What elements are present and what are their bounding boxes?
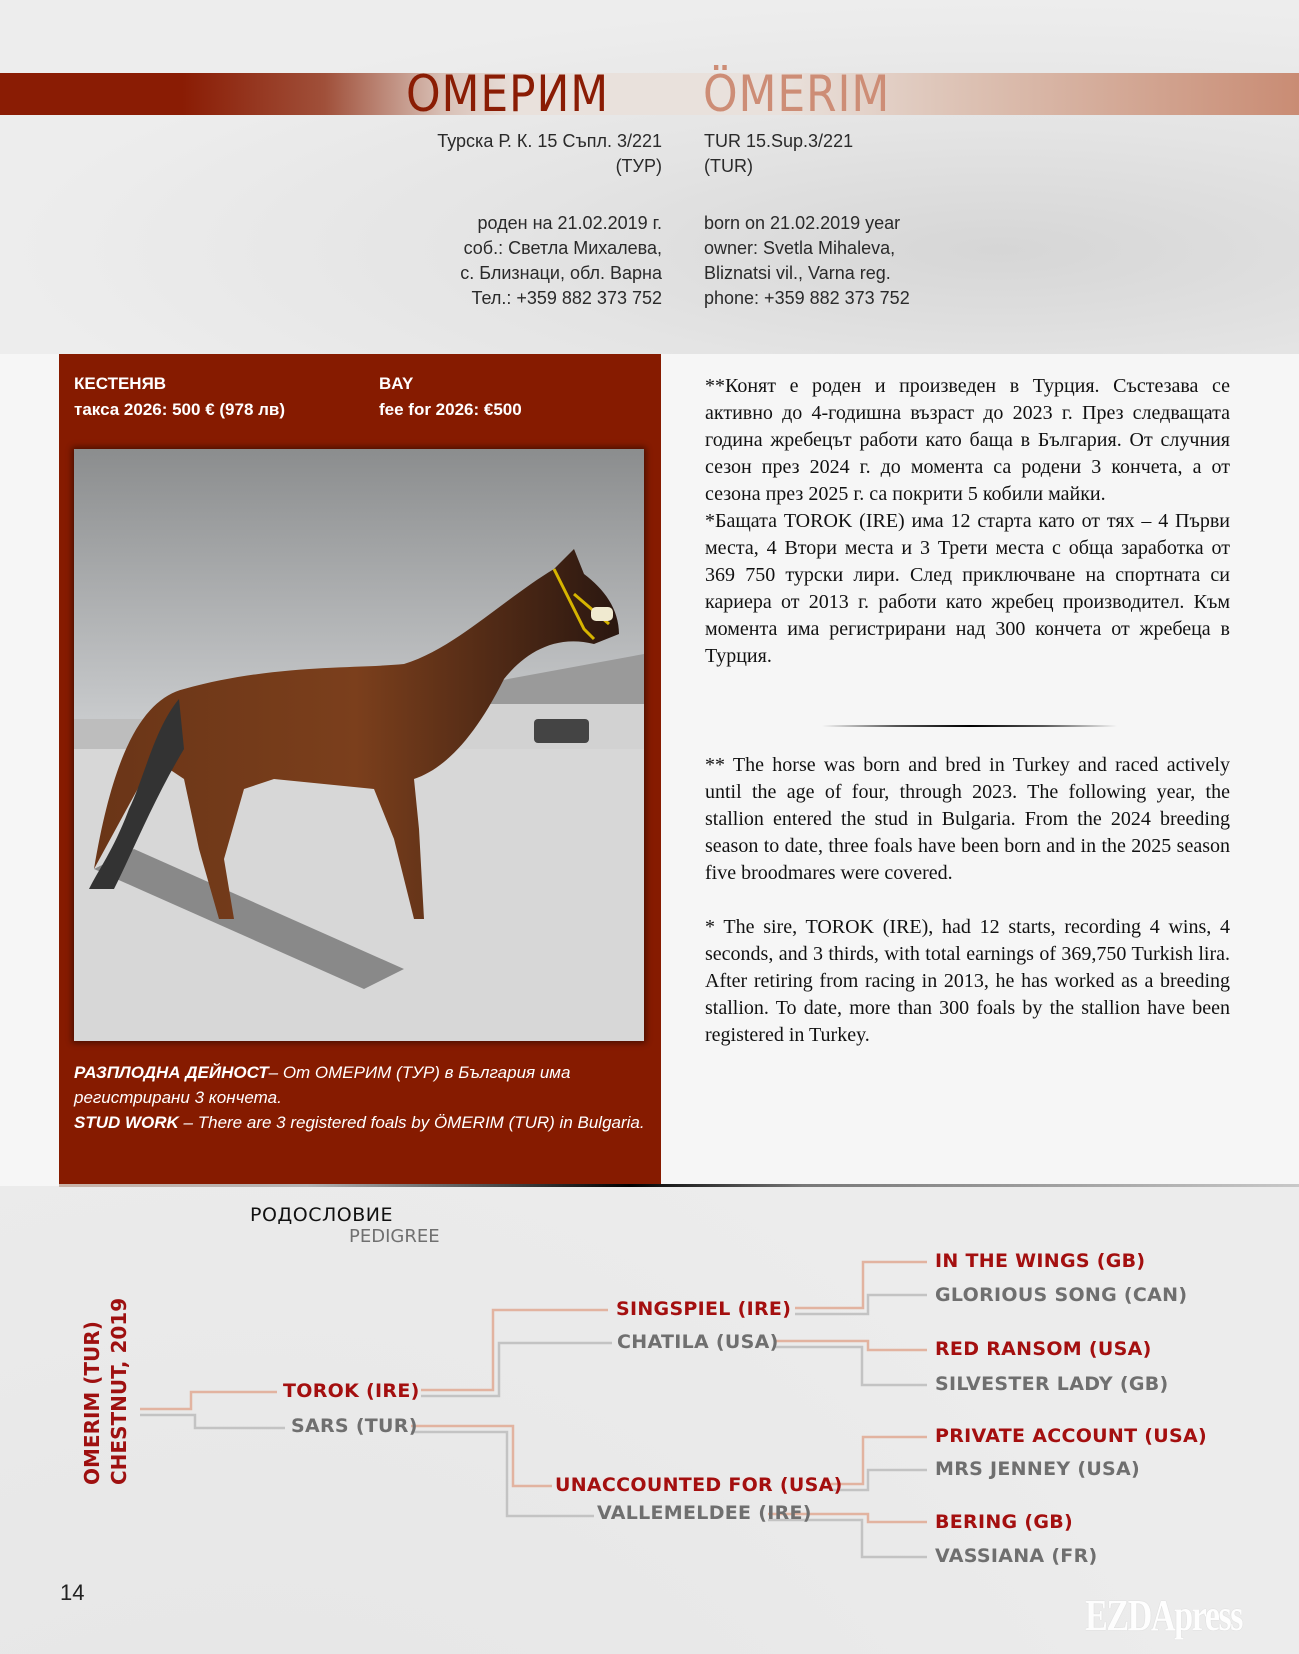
connector-ds-dam xyxy=(830,1470,927,1490)
pedigree-subject xyxy=(80,1297,180,1485)
reg-number-bg: Турска Р. К. 15 Съпл. 3/221 xyxy=(437,131,662,151)
horse-name-en: ÖMERIM xyxy=(703,65,891,123)
pedigree-ss-sire: IN THE WINGS (GB) xyxy=(935,1250,1146,1272)
page-number: 14 xyxy=(60,1580,85,1605)
connector-dam-sire xyxy=(411,1426,552,1486)
description-bg-paragraph-1: **Конят е роден и произведен в Турция. Състезава се активно до 4-годишна възраст до 2023 г. През следващата година жребецът работи като баща в България. От случния сезон през 2024 г. до момента са родени 3 кончета, а от сезона през 2025 г. са покрити 5 кобили майки. xyxy=(705,375,1230,505)
stud-label-bg: РАЗПЛОДНА ДЕЙНОСТ xyxy=(74,1063,269,1082)
pedigree-sd-sire: RED RANSOM (USA) xyxy=(935,1338,1152,1360)
publisher-logo: EZDApress xyxy=(1085,1591,1242,1640)
stud-text-en: – There are 3 registered foals by ÖMERIM (TUR) in Bulgaria. xyxy=(178,1113,645,1132)
born-bg: роден на 21.02.2019 г. xyxy=(477,213,662,233)
phone-en: phone: +359 882 373 752 xyxy=(704,288,910,308)
pedigree-ds-sire: PRIVATE ACCOUNT (USA) xyxy=(935,1425,1207,1447)
subject-name: OMERIM (TUR) xyxy=(80,1321,104,1485)
stud-fee-bg: такса 2026: 500 € (978 лв) xyxy=(74,400,286,419)
pedigree-sire-sire: SINGSPIEL (IRE) xyxy=(616,1298,792,1320)
subject-info: CHESTNUT, 2019 xyxy=(107,1297,131,1485)
stud-label-en: STUD WORK xyxy=(74,1113,179,1132)
stud-fee-en: fee for 2026: €500 xyxy=(379,400,522,419)
owner-bg: соб.: Светла Михалева, xyxy=(463,238,662,258)
pedigree-ds-dam: MRS JENNEY (USA) xyxy=(935,1458,1141,1480)
connector-sd-sire xyxy=(774,1341,927,1350)
pedigree-dam: SARS (TUR) xyxy=(291,1415,418,1437)
description-bg-paragraph-2: *Бащата TOROK (IRE) има 12 старта като от тях – 4 Първи места, 4 Втори места и 3 Трети места с обща заработка от 369 750 турски лири. След приключване на спортната си кариера от 2013 г. работи като жребец производител. Към момента има регистрирани над 300 кончета от жребеца в Турция. xyxy=(705,510,1230,667)
connector-sire-sire xyxy=(421,1310,608,1390)
reg-number-en: TUR 15.Sup.3/221 xyxy=(704,131,854,151)
horse-name-bg: ОМЕРИМ xyxy=(406,65,610,123)
pedigree-dam-dam: VALLEMELDEE (IRE) xyxy=(597,1502,812,1524)
place-bg: с. Близнаци, обл. Варна xyxy=(460,263,662,283)
pedigree-sd-dam: SILVESTER LADY (GB) xyxy=(935,1373,1169,1395)
pedigree-sire: TOROK (IRE) xyxy=(283,1380,420,1402)
pedigree-sire-dam: CHATILA (USA) xyxy=(617,1331,779,1353)
coat-color-en: BAY xyxy=(379,374,414,393)
phone-bg: Тел.: +359 882 373 752 xyxy=(471,288,662,308)
origin-bg: (ТУР) xyxy=(615,156,662,176)
place-en: Bliznatsi vil., Varna reg. xyxy=(704,263,891,283)
pedigree-title-en: PEDIGREE xyxy=(349,1226,440,1247)
stud-text-bg: – От ОМЕРИМ (ТУР) в България има регистрирани 3 кончета. xyxy=(74,1063,571,1107)
connector-dd-dam xyxy=(768,1520,927,1557)
connector-ss-sire xyxy=(795,1262,927,1308)
pedigree-title-bg: РОДОСЛОВИЕ xyxy=(250,1204,393,1226)
born-en: born on 21.02.2019 year xyxy=(704,213,901,233)
connector-ds-sire xyxy=(830,1437,927,1484)
connector-sire-dam xyxy=(421,1343,612,1396)
connector-ss-dam xyxy=(795,1295,927,1314)
coat-color-bg: КЕСТЕНЯВ xyxy=(74,374,167,393)
origin-en: (TUR) xyxy=(704,156,753,176)
connector-sd-dam xyxy=(774,1347,927,1385)
pedigree-dd-dam: VASSIANA (FR) xyxy=(935,1545,1098,1567)
description-en-paragraph-2: * The sire, TOROK (IRE), had 12 starts, recording 4 wins, 4 seconds, and 3 thirds, with total earnings of 369,750 Turkish lira. After retiring from racing in 2013, he has worked as a breeding stallion. To date, more than 300 foals by the stallion have been registered in Turkey. xyxy=(705,916,1230,1046)
description-en-paragraph-1: ** The horse was born and bred in Turkey and raced actively until the age of four, through 2023. The following year, the stallion entered the stud in Bulgaria. From the 2024 breeding season to date, three foals have been born and in the 2025 season five broodmares were covered. xyxy=(705,754,1230,884)
pedigree-ss-dam: GLORIOUS SONG (CAN) xyxy=(935,1284,1188,1306)
owner-en: owner: Svetla Mihaleva, xyxy=(704,238,896,258)
pedigree-dam-sire: UNACCOUNTED FOR (USA) xyxy=(555,1474,843,1496)
pedigree-dd-sire: BERING (GB) xyxy=(935,1511,1074,1533)
